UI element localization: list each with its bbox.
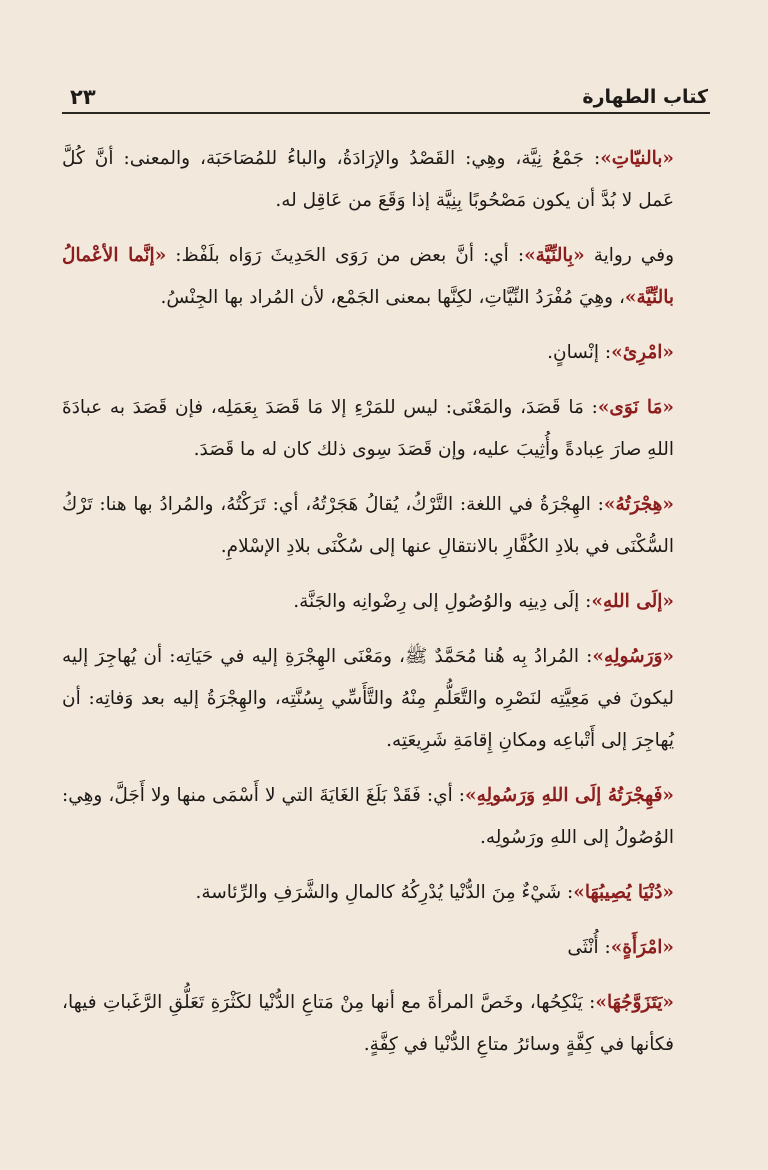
- explanation-dunya: : شَيْءٌ مِنَ الدُّنْيا يُدْرِكُهُ كالمالِ والشَّرَفِ والرِّئاسة.: [195, 882, 574, 903]
- explanation-hijratuhu: : الهِجْرَةُ في اللغة: التَّرْكُ، يُقالُ هَجَرْتُهُ، أي: تَرَكْتُهُ، والمُرادُ بها هنا: تَرْكُ السُّكْنَى في بلادِ الكُفَّارِ بالانتقالِ عنها إلى سُكْنَى بلادِ الإسْلامِ.: [62, 494, 674, 557]
- paragraph-bilniyyat: [62, 138, 708, 222]
- term-imraa: «امْرَأَةٍ»: [610, 937, 674, 958]
- paragraph-fahijratuhu: [62, 775, 708, 859]
- term-ila-allah: «إلَى اللهِ»: [591, 591, 674, 612]
- term-wa-rasulihi: «وَرَسُولِهِ»: [592, 646, 674, 667]
- explanation-innama-alamal: ، وهِيَ مُفْرَدُ النِّيَّاتِ، لكِنَّها بمعنى الجَمْع، لأن المُراد بها الجِنْسُ.: [160, 287, 625, 308]
- riwaya-prefix: وفي رواية: [584, 245, 674, 266]
- term-dunya: «دُنْيَا يُصِيبُهَا»: [573, 882, 674, 903]
- paragraph-dunya: [62, 872, 708, 914]
- explanation-yatazawwajuha: : يَنْكِحُها، وخَصَّ المرأةَ مع أنها مِنْ مَتاعِ الدُّنْيا لكَثْرَةِ تَعَلُّقِ الرَّغَباتِ فيها، فكأنها في كِفَّةٍ وسائرُ متاعِ الدُّنْيا في كِفَّةٍ.: [62, 992, 674, 1055]
- term-bilniyyat: «بالنيّاتِ»: [600, 148, 674, 169]
- paragraph-imraa: [62, 927, 708, 969]
- paragraph-imri: [62, 332, 708, 374]
- book-title: كتاب الطهارة: [582, 86, 708, 108]
- paragraph-hijratuhu: [62, 484, 708, 568]
- explanation-imraa: : أُنْثَى: [567, 937, 611, 958]
- explanation-fahijratuhu: : أي: فَقَدْ بَلَغَ الغَايَةَ التي لا أَسْمَى منها ولا أَجَلَّ، وهِي: الوُصُولُ إلى اللهِ ورَسُولِه.: [62, 785, 674, 848]
- paragraph-yatazawwajuha: [62, 982, 708, 1066]
- running-header: [62, 82, 710, 114]
- explanation-bilniyyat: : جَمْعُ نِيَّة، وهِي: القَصْدُ والإرَادَةُ، والباءُ للمُصَاحَبَة، والمعنى: أنَّ كُلَّ عَمل لا بُدَّ أن يكون مَصْحُوبًا بِنِيَّة إذا وَقَعَ من عَاقِل له.: [62, 148, 674, 211]
- term-yatazawwajuha: «يَتَزَوَّجُهَا»: [595, 992, 674, 1013]
- page-body: [62, 138, 708, 1079]
- paragraph-riwaya: [62, 235, 708, 319]
- explanation-ma-nawa: : مَا قَصَدَ، والمَعْنَى: ليس للمَرْءِ إلا مَا قَصَدَ بِعَمَلِه، فإن قَصَدَ به عبادَةَ اللهِ صارَ عِبادةً وأُثِيبَ عليه، وإن قَصَدَ سِوى ذلك كان له ما قَصَدَ.: [62, 397, 674, 460]
- term-imri: «امْرِئ»: [611, 342, 674, 363]
- explanation-imri: : إنْسانٍ.: [547, 342, 612, 363]
- term-ma-nawa: «مَا نَوَى»: [597, 397, 674, 418]
- term-innama-alamal: «إنَّما الأعْمالُ بالنِّيَّة»: [62, 245, 674, 308]
- paragraph-ma-nawa: [62, 387, 708, 471]
- term-binniyya: «بِالنِّيَّة»: [524, 245, 585, 266]
- explanation-wa-rasulihi: : المُرادُ بِه هُنا مُحَمَّدٌ ﷺ، ومَعْنَى الهِجْرَةِ إليه في حَيَاتِه: أن يُهاجِرَ إليه ليكونَ في مَعِيَّتِه لنَصْرِه والتَّعَلُّمِ مِنْهُ والتَّأَسِّي بِسُنَّتِه، والهِجْرَةُ إليه بعد وَفاتِه: أن يُهاجِرَ إلى أَتْباعِه ومكانِ إِقامَةِ شَرِيعَتِه.: [62, 646, 674, 751]
- paragraph-ila-allah: [62, 581, 708, 623]
- page-number: ٢٣: [70, 85, 96, 109]
- explanation-binniyya: : أي: أنَّ بعض من رَوَى الحَدِيثَ رَوَاه بلَفْظ:: [166, 245, 525, 266]
- paragraph-wa-rasulihi: [62, 636, 708, 762]
- term-hijratuhu: «هِجْرَتُهُ»: [603, 494, 674, 515]
- explanation-ila-allah: : إلَى دِينِه والوُصُولِ إلى رِضْوانِه والجَنَّة.: [293, 591, 592, 612]
- term-fahijratuhu: «فَهِجْرَتُهُ إلَى اللهِ وَرَسُولِهِ»: [465, 785, 674, 806]
